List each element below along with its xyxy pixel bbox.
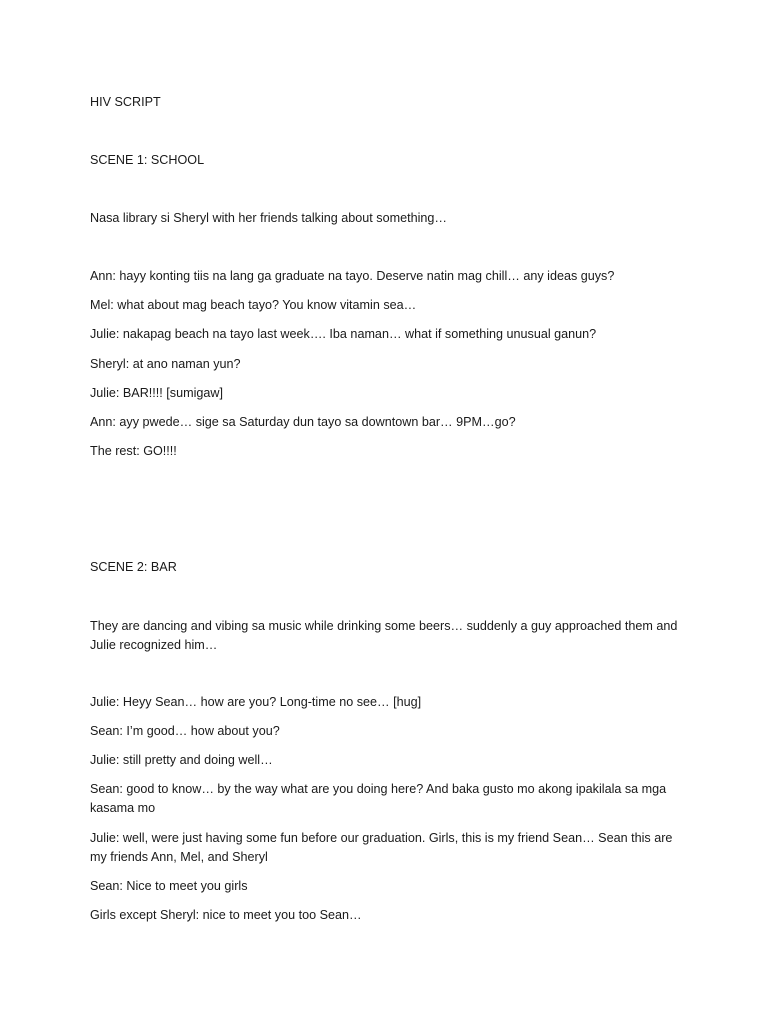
dialogue-line: Sean: Nice to meet you girls bbox=[90, 879, 248, 893]
scene-2-heading: SCENE 2: BAR bbox=[90, 560, 177, 574]
dialogue-line: Julie: still pretty and doing well… bbox=[90, 753, 273, 767]
document-title: HIV SCRIPT bbox=[90, 95, 161, 109]
scene-1-heading: SCENE 1: SCHOOL bbox=[90, 153, 205, 167]
dialogue-line: Sean: I’m good… how about you? bbox=[90, 724, 280, 738]
dialogue-line-continued: my friends Ann, Mel, and Sheryl bbox=[90, 850, 268, 864]
dialogue-line: Ann: ayy pwede… sige sa Saturday dun tayo sa downtown bar… 9PM…go? bbox=[90, 415, 516, 429]
scene-2-direction-line-1: They are dancing and vibing sa music while drinking some beers… suddenly a guy approached them and bbox=[90, 619, 678, 633]
scene-1-direction: Nasa library si Sheryl with her friends talking about something… bbox=[90, 211, 447, 225]
dialogue-line: Ann: hayy konting tiis na lang ga graduate na tayo. Deserve natin mag chill… any ideas guys? bbox=[90, 269, 615, 283]
dialogue-line: Girls except Sheryl: nice to meet you too Sean… bbox=[90, 908, 362, 922]
dialogue-line: Sean: good to know… by the way what are you doing here? And baka gusto mo akong ipakilala sa mga bbox=[90, 782, 667, 796]
dialogue-line: Julie: nakapag beach na tayo last week…. Iba naman… what if something unusual ganun? bbox=[90, 327, 597, 341]
dialogue-line: Julie: well, were just having some fun before our graduation. Girls, this is my friend Sean… Sean this are bbox=[90, 831, 673, 845]
dialogue-line-continued: kasama mo bbox=[90, 801, 156, 815]
dialogue-line: The rest: GO!!!! bbox=[90, 444, 177, 458]
dialogue-line: Sheryl: at ano naman yun? bbox=[90, 357, 241, 371]
dialogue-line: Julie: BAR!!!! [sumigaw] bbox=[90, 386, 223, 400]
scene-2-direction-line-2: Julie recognized him… bbox=[90, 638, 218, 652]
dialogue-line: Mel: what about mag beach tayo? You know vitamin sea… bbox=[90, 298, 417, 312]
dialogue-line: Julie: Heyy Sean… how are you? Long-time no see… [hug] bbox=[90, 695, 422, 709]
